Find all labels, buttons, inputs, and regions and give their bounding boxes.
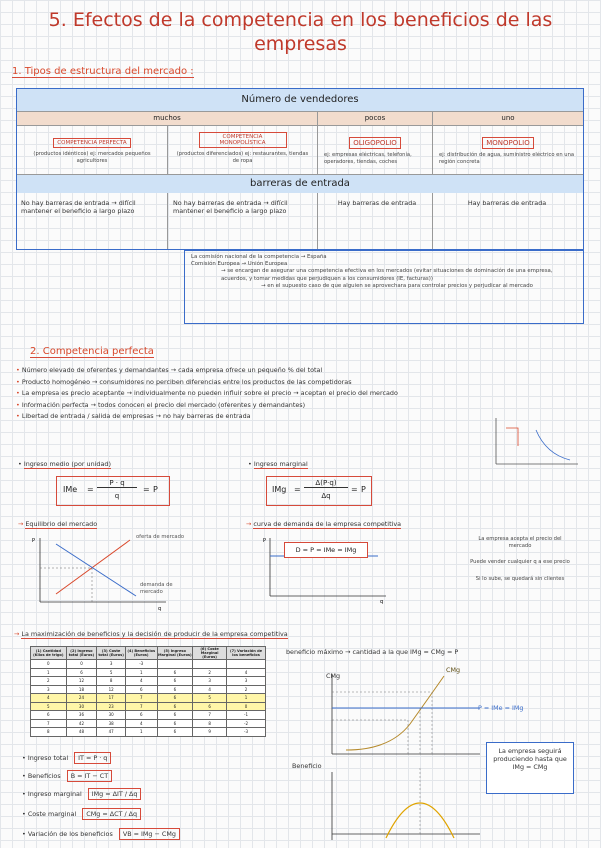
- p-axis-label: P: [32, 538, 36, 544]
- market-equilibrium-chart: [26, 534, 176, 612]
- barrier-olig: Hay barreras de entrada: [337, 199, 417, 207]
- profit-table: (1) Cantidad (Kilos de trigo) (2) Ingreso total (Euros) (3) Coste total (Euros) (4) Beneficios (Euros) (5) Ingreso Marginal (Euros) (6) Coste Marginal (Euros) (7) Variación de los beneficios 0 0 3 -3 1 6 5 1 6 2 4 2 12 8 4 6 3 3 3 18 12 6 6 4 2 4 24 17 7 6 5 1 5 30 23 7 6 6 0 6 36 30 6 6 7 -1 7 42 38 4 6 8 -2 8 48 47 1 6 9 -3: [30, 646, 266, 737]
- num-sellers-header: Número de vendedores: [17, 89, 583, 111]
- barrier-cm: No hay barreras de entrada → difícil mantener el beneficio a largo plazo: [173, 199, 288, 215]
- table-row: 7 42 38 4 6 8 -2: [31, 719, 266, 728]
- eq-label: → Equilibrio del mercado: [18, 520, 98, 528]
- cmg-curve-label: CMg: [446, 666, 461, 674]
- mini-demand-sketch: [488, 414, 583, 470]
- cmg-row: • Coste marginal CMg = ΔCT / Δq: [22, 808, 141, 820]
- img-row: • Ingreso marginal IMg = ΔIT / Δq: [22, 788, 141, 800]
- table-row: 3 18 12 6 6 4 2: [31, 685, 266, 694]
- table-row: 0 0 3 -3: [31, 660, 266, 669]
- cell-monopoly: MONOPOLIO ej: distribución de agua, suministro eléctrico en una región concreta: [433, 125, 583, 174]
- vb-row: • Variación de los beneficios VB = IMg − CMg: [22, 828, 180, 840]
- list-item: • Libertad de entrada / salida de empresas → no hay barreras de entrada: [16, 412, 251, 420]
- supply-note: oferta de mercado: [136, 534, 185, 540]
- table-row: 8 48 47 1 6 9 -3: [31, 728, 266, 737]
- cmg-profit-chart: [320, 668, 490, 844]
- col-many: muchos: [17, 111, 318, 125]
- price-line-label: P = IMe = IMg: [478, 704, 524, 712]
- q-axis-label: q: [380, 599, 384, 604]
- competition-authorities-box: La comisión nacional de la competencia → España Comisión Europea → Unión Europea → se encargan de asegurar una competencia efectiva en los mercados (evitar situaciones de dominación de una empresa, acuerdos, y tomar medidas que perjudiquen a los consumidores (IE, facturas)) → en el supuesto caso de que alguien se aprovechara para controlar precios y perjudicar al mercado: [184, 250, 584, 324]
- table-row: 1 6 5 1 6 2 4: [31, 668, 266, 677]
- list-item: • Número elevado de oferentes y demandantes → cada empresa ofrece un pequeño % del total: [16, 366, 323, 374]
- firm-notes: La empresa acepta el precio del mercado Puede vender cualquier q a ese precio Si lo sube, se quedará sin clientes: [470, 536, 570, 582]
- q-axis-label: q: [158, 606, 162, 612]
- list-item: • Producto homogéneo → consumidores no perciben diferencias entre los productos de las competidoras: [16, 377, 352, 386]
- axis-cmg-label: CMg: [326, 672, 341, 680]
- img-formula: IMg = Δ(P·q) Δq = P: [266, 476, 372, 506]
- img-label: • Ingreso marginal: [248, 460, 308, 468]
- col-one: uno: [433, 111, 583, 125]
- max-rule: beneficio máximo → cantidad a la que IMg = CMg = P: [286, 648, 459, 656]
- page-title: 5. Efectos de la competencia en los beneficios de las empresas: [48, 9, 553, 55]
- col-few: pocos: [318, 111, 433, 125]
- table-row: 5 30 23 7 6 6 0: [31, 702, 266, 711]
- section1-heading: 1. Tipos de estructura del mercado :: [12, 66, 194, 77]
- section3-heading: → La maximización de beneficios y la decisión de producir de la empresa competitiva: [14, 630, 288, 638]
- b-row: • Beneficios B = IT − CT: [22, 770, 112, 782]
- barrier-mono: Hay barreras de entrada: [467, 199, 547, 207]
- list-item: • La empresa es precio aceptante → individualmente no pueden influir sobre el precio → aceptan el precio del mercado: [16, 389, 398, 397]
- im-formula: IMe = P · q q = P: [56, 476, 170, 506]
- cell-monopolistic: COMPETENCIA MONOPOLÍSTICA (productos diferenciados) ej: restaurantes, tiendas de ropa: [168, 125, 318, 174]
- table-row: 4 24 17 7 6 5 1: [31, 694, 266, 703]
- it-row: • Ingreso total IT = P · q: [22, 752, 111, 764]
- list-item: • Información perfecta → todos conocen el precio del mercado (oferentes y demandantes): [16, 400, 306, 409]
- barriers-header: barreras de entrada: [17, 174, 583, 193]
- eq-formula-box: D = P = IMe = IMg: [284, 542, 368, 558]
- im-label: • Ingreso medio (por unidad): [18, 460, 111, 468]
- p-axis-label: P: [263, 538, 267, 544]
- barrier-cp: No hay barreras de entrada → difícil mantener el beneficio a largo plazo: [21, 199, 136, 215]
- table-row: 6 36 30 6 6 7 -1: [31, 711, 266, 720]
- production-rule-box: La empresa seguirá produciendo hasta que IMg = CMg: [486, 742, 574, 794]
- demand-note: demanda de mercado: [140, 582, 173, 595]
- axis-ben-label: Beneficio: [292, 762, 322, 770]
- cell-perfect-competition: COMPETENCIA PERFECTA (productos idénticos) ej: mercados pequeños agricultores: [17, 125, 168, 174]
- perfect-competition-list: [16, 366, 496, 424]
- cell-oligopoly: OLIGOPOLIO ej: empresas eléctricas, telefonía, operadores, tiendas, coches: [318, 125, 433, 174]
- table-row: 2 12 8 4 6 3 3: [31, 677, 266, 686]
- firm-demand-label: → curva de demanda de la empresa competitiva: [246, 520, 402, 528]
- section2-heading: 2. Competencia perfecta: [30, 346, 154, 357]
- market-structures-table: [16, 88, 584, 250]
